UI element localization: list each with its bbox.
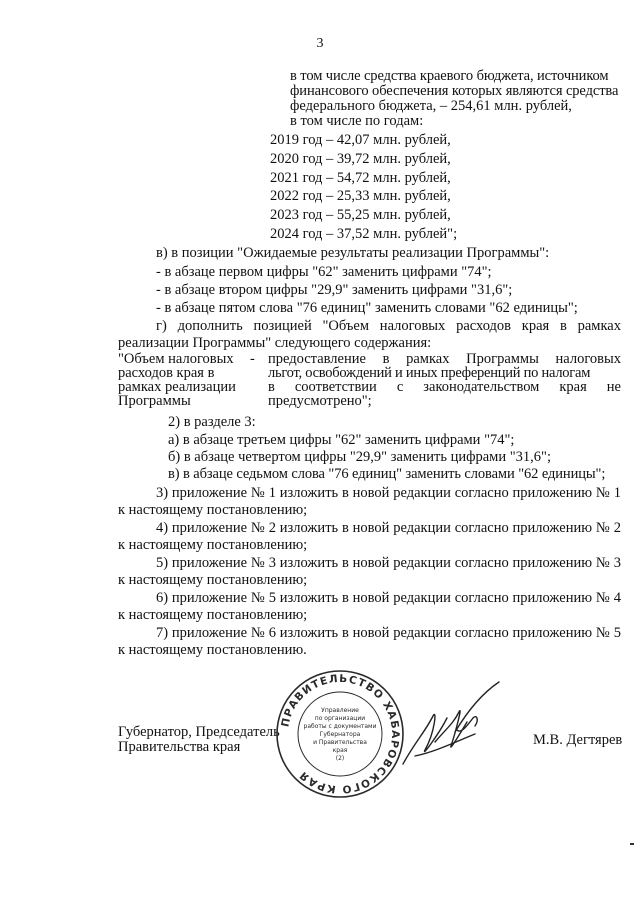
- year-line: 2024 год – 37,52 млн. рублей";: [270, 226, 458, 242]
- appendix-line: 6) приложение № 5 изложить в новой редакции согласно приложению № 4: [156, 590, 621, 606]
- paragraph-line: 2) в разделе 3:: [168, 414, 256, 430]
- paragraph-line: в) в абзаце седьмом слова "76 единиц" заменить словами "62 единицы";: [168, 466, 606, 482]
- header-line: федерального бюджета, – 254,61 млн. рублей,: [290, 98, 572, 114]
- seal-center-line: Управление: [321, 707, 359, 714]
- year-line: 2019 год – 42,07 млн. рублей,: [270, 132, 451, 148]
- paragraph-line: реализации Программы" следующего содержания:: [118, 335, 432, 351]
- handwritten-signature: [395, 672, 505, 782]
- seal-center-text: [304, 707, 377, 762]
- appendix-line: 7) приложение № 6 изложить в новой редакции согласно приложению № 5: [156, 625, 621, 641]
- signatory-position-line: Губернатор, Председатель: [118, 724, 280, 740]
- seal-center-line: Губернатора: [319, 731, 361, 738]
- header-line: финансового обеспечения которых являются средства: [290, 83, 619, 99]
- appendix-line: к настоящему постановлению;: [118, 607, 308, 623]
- header-line: в том числе по годам:: [290, 113, 424, 129]
- table-left-line: "Объем налоговых: [118, 351, 234, 367]
- table-right-line: льгот, освобождений и иных преференций по налогам: [268, 365, 591, 381]
- paragraph-line: - в абзаце пятом слова "76 единиц" заменить словами "62 единицы";: [156, 300, 578, 316]
- appendix-line: 4) приложение № 2 изложить в новой редакции согласно приложению № 2: [156, 520, 621, 536]
- table-left-line: расходов края в: [118, 365, 215, 381]
- appendix-line: к настоящему постановлению.: [118, 642, 307, 658]
- year-line: 2023 год – 55,25 млн. рублей,: [270, 207, 451, 223]
- table-dash: -: [250, 351, 255, 367]
- seal-center-line: по организации: [314, 715, 366, 722]
- table-right-line: предоставление в рамках Программы налоговых: [268, 351, 621, 367]
- seal-center-line: (2): [335, 755, 345, 762]
- paragraph-line: - в абзаце втором цифры "29,9" заменить цифрами "31,6";: [156, 282, 513, 298]
- official-seal: [274, 668, 406, 800]
- paragraph-line: а) в абзаце третьем цифры "62" заменить цифрами "74";: [168, 432, 515, 448]
- table-right-line: предусмотрено";: [268, 393, 372, 409]
- page-number: 3: [316, 36, 324, 51]
- appendix-line: к настоящему постановлению;: [118, 537, 308, 553]
- signatory-name: М.В. Дегтярев: [533, 732, 623, 748]
- table-left-line: рамках реализации: [118, 379, 236, 395]
- year-line: 2022 год – 25,33 млн. рублей,: [270, 188, 451, 204]
- signatory-position-line: Правительства края: [118, 739, 241, 755]
- paragraph-line: г) дополнить позицией "Объем налоговых расходов края в рамках: [156, 318, 621, 334]
- seal-center-line: края: [332, 747, 348, 754]
- table-left-line: Программы: [118, 393, 191, 409]
- seal-ring-text: ПРАВИТЕЛЬСТВО ХАБАРОВСКОГО КРАЯ: [279, 672, 402, 796]
- appendix-line: к настоящему постановлению;: [118, 572, 308, 588]
- seal-center-line: и Правительства: [313, 739, 367, 746]
- seal-center-line: работы с документами: [303, 723, 377, 730]
- paragraph-line: в) в позиции "Ожидаемые результаты реализации Программы":: [156, 245, 550, 261]
- year-line: 2020 год – 39,72 млн. рублей,: [270, 151, 451, 167]
- appendix-line: к настоящему постановлению;: [118, 502, 308, 518]
- appendix-line: 3) приложение № 1 изложить в новой редакции согласно приложению № 1: [156, 485, 621, 501]
- table-right-line: в соответствии с законодательством края не: [268, 379, 621, 395]
- scan-mark: [630, 843, 634, 845]
- year-line: 2021 год – 54,72 млн. рублей,: [270, 170, 451, 186]
- appendix-line: 5) приложение № 3 изложить в новой редакции согласно приложению № 3: [156, 555, 621, 571]
- paragraph-line: б) в абзаце четвертом цифры "29,9" заменить цифрами "31,6";: [168, 449, 551, 465]
- header-line: в том числе средства краевого бюджета, источником: [290, 68, 609, 84]
- paragraph-line: - в абзаце первом цифры "62" заменить цифрами "74";: [156, 264, 492, 280]
